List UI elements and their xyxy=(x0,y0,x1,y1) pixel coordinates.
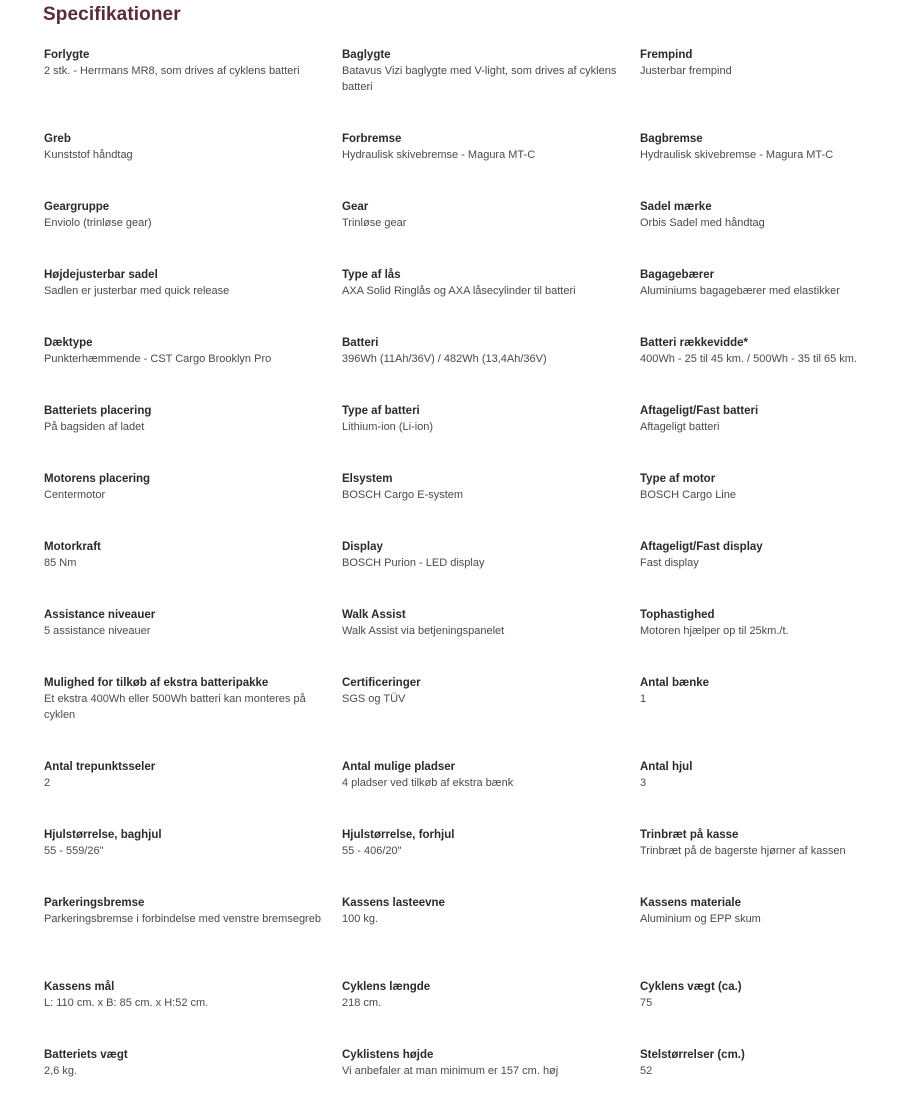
spec-label: Motorkraft xyxy=(44,541,101,553)
spec-label: Walk Assist xyxy=(342,609,406,621)
spec-value: Trinløse gear xyxy=(342,217,407,229)
spec-label: Baglygte xyxy=(342,49,391,61)
spec-item xyxy=(342,675,640,759)
spec-item xyxy=(44,979,342,1047)
spec-label: Parkeringsbremse xyxy=(44,897,145,909)
spec-value: Motoren hjælper op til 25km./t. xyxy=(640,625,789,637)
spec-label: Kassens lasteevne xyxy=(342,897,445,909)
spec-item xyxy=(342,335,640,403)
spec-value: Lithium-ion (Li-ion) xyxy=(342,421,434,433)
spec-label: Type af batteri xyxy=(342,405,420,417)
spec-item xyxy=(44,1047,342,1115)
spec-value: 52 xyxy=(640,1065,653,1077)
spec-grid xyxy=(44,47,914,1115)
spec-label: Cyklistens højde xyxy=(342,1049,434,1061)
spec-item xyxy=(342,607,640,675)
spec-value: 4 pladser ved tilkøb af ekstra bænk xyxy=(342,777,514,789)
spec-value: 100 kg. xyxy=(342,913,379,925)
spec-label: Assistance niveauer xyxy=(44,609,156,621)
spec-item xyxy=(640,607,914,675)
spec-value: 3 xyxy=(640,777,647,789)
spec-item xyxy=(44,335,342,403)
spec-item xyxy=(44,471,342,539)
spec-label: Sadel mærke xyxy=(640,201,712,213)
spec-label: Batteri xyxy=(342,337,379,349)
spec-value: AXA Solid Ringlås og AXA låsecylinder til batteri xyxy=(342,285,576,297)
section-title: Specifikationer xyxy=(43,4,181,25)
spec-value: Justerbar frempind xyxy=(640,65,732,77)
spec-item xyxy=(342,827,640,895)
spec-item xyxy=(640,131,914,199)
spec-item xyxy=(342,403,640,471)
spec-value: Parkeringsbremse i forbindelse med venstre bremsegreb xyxy=(44,913,321,925)
spec-item xyxy=(342,539,640,607)
spec-item xyxy=(640,759,914,827)
spec-item xyxy=(640,47,914,131)
spec-label: Motorens placering xyxy=(44,473,151,485)
spec-value: Aluminiums bagagebærer med elastikker xyxy=(640,285,840,297)
spec-value: 55 - 559/26" xyxy=(44,845,104,857)
spec-item xyxy=(44,827,342,895)
spec-value: Hydraulisk skivebremse - Magura MT-C xyxy=(640,149,834,161)
spec-item xyxy=(44,607,342,675)
spec-value: Aluminium og EPP skum xyxy=(640,913,761,925)
spec-item xyxy=(342,759,640,827)
spec-value: Hydraulisk skivebremse - Magura MT-C xyxy=(342,149,536,161)
spec-label: Frempind xyxy=(640,49,693,61)
spec-item xyxy=(342,199,640,267)
spec-value: Walk Assist via betjeningspanelet xyxy=(342,625,505,637)
spec-item xyxy=(640,267,914,335)
spec-label: Hjulstørrelse, baghjul xyxy=(44,829,162,841)
spec-value: 85 Nm xyxy=(44,557,77,569)
spec-item xyxy=(342,1047,640,1115)
spec-item xyxy=(640,539,914,607)
spec-label: Antal trepunktsseler xyxy=(44,761,156,773)
spec-item xyxy=(44,895,342,979)
spec-item xyxy=(342,267,640,335)
spec-label: Cyklens vægt (ca.) xyxy=(640,981,742,993)
spec-label: Antal mulige pladser xyxy=(342,761,456,773)
spec-value: 400Wh - 25 til 45 km. / 500Wh - 35 til 65 km. xyxy=(640,353,858,365)
spec-label: Type af lås xyxy=(342,269,401,281)
spec-label: Stelstørrelser (cm.) xyxy=(640,1049,745,1061)
spec-item xyxy=(44,199,342,267)
spec-label: Bagbremse xyxy=(640,133,703,145)
spec-value: Trinbræt på de bagerste hjørner af kassen xyxy=(640,845,846,857)
spec-item xyxy=(44,267,342,335)
spec-label: Aftageligt/Fast batteri xyxy=(640,405,759,417)
spec-value: Vi anbefaler at man minimum er 157 cm. høj xyxy=(342,1065,559,1077)
spec-item xyxy=(640,199,914,267)
spec-value: L: 110 cm. x B: 85 cm. x H:52 cm. xyxy=(44,997,209,1009)
spec-value: 75 xyxy=(640,997,653,1009)
spec-label: Forbremse xyxy=(342,133,402,145)
spec-item xyxy=(44,539,342,607)
spec-value: Batavus Vizi baglygte med V-light, som drives af cyklens batteri xyxy=(342,65,617,93)
spec-label: Gear xyxy=(342,201,369,213)
spec-value: Aftageligt batteri xyxy=(640,421,720,433)
spec-label: Aftageligt/Fast display xyxy=(640,541,763,553)
spec-value: 2 xyxy=(44,777,51,789)
spec-label: Type af motor xyxy=(640,473,716,485)
spec-item xyxy=(640,403,914,471)
spec-value: 396Wh (11Ah/36V) / 482Wh (13,4Ah/36V) xyxy=(342,353,547,365)
spec-item xyxy=(640,471,914,539)
spec-label: Mulighed for tilkøb af ekstra batteripakke xyxy=(44,677,269,689)
spec-label: Greb xyxy=(44,133,71,145)
spec-item xyxy=(44,131,342,199)
spec-value: BOSCH Cargo E-system xyxy=(342,489,464,501)
spec-item xyxy=(342,131,640,199)
spec-label: Antal hjul xyxy=(640,761,693,773)
spec-label: Bagagebærer xyxy=(640,269,715,281)
spec-value: Orbis Sadel med håndtag xyxy=(640,217,765,229)
spec-value: Sadlen er justerbar med quick release xyxy=(44,285,230,297)
spec-label: Dæktype xyxy=(44,337,93,349)
spec-value: Punkterhæmmende - CST Cargo Brooklyn Pro xyxy=(44,353,272,365)
spec-label: Batteriets placering xyxy=(44,405,152,417)
spec-item xyxy=(342,471,640,539)
spec-label: Display xyxy=(342,541,383,553)
spec-label: Elsystem xyxy=(342,473,393,485)
spec-value: SGS og TÜV xyxy=(342,693,406,705)
spec-value: 218 cm. xyxy=(342,997,382,1009)
spec-label: Batteriets vægt xyxy=(44,1049,128,1061)
spec-item xyxy=(640,979,914,1047)
spec-value: Enviolo (trinløse gear) xyxy=(44,217,152,229)
spec-value: På bagsiden af ladet xyxy=(44,421,145,433)
spec-label: Forlygte xyxy=(44,49,90,61)
spec-item xyxy=(342,979,640,1047)
spec-label: Batteri rækkevidde* xyxy=(640,337,749,349)
spec-item xyxy=(640,1047,914,1115)
spec-label: Kassens materiale xyxy=(640,897,742,909)
spec-item xyxy=(44,759,342,827)
spec-value: 2 stk. - Herrmans MR8, som drives af cyklens batteri xyxy=(44,65,300,77)
spec-item xyxy=(640,895,914,979)
spec-value: BOSCH Purion - LED display xyxy=(342,557,485,569)
spec-value: 55 - 406/20" xyxy=(342,845,402,857)
spec-label: Højdejusterbar sadel xyxy=(44,269,158,281)
spec-item xyxy=(44,403,342,471)
spec-value: Centermotor xyxy=(44,489,106,501)
spec-value: 5 assistance niveauer xyxy=(44,625,151,637)
spec-item xyxy=(640,675,914,759)
spec-value: Et ekstra 400Wh eller 500Wh batteri kan monteres på cyklen xyxy=(44,693,306,721)
spec-label: Tophastighed xyxy=(640,609,715,621)
spec-label: Certificeringer xyxy=(342,677,421,689)
spec-label: Cyklens længde xyxy=(342,981,431,993)
spec-label: Hjulstørrelse, forhjul xyxy=(342,829,455,841)
spec-item xyxy=(44,47,342,131)
spec-item xyxy=(640,335,914,403)
spec-label: Kassens mål xyxy=(44,981,115,993)
spec-label: Trinbræt på kasse xyxy=(640,829,739,841)
spec-label: Antal bænke xyxy=(640,677,710,689)
spec-item xyxy=(640,827,914,895)
spec-value: Kunststof håndtag xyxy=(44,149,133,161)
spec-value: 1 xyxy=(640,693,647,705)
spec-item xyxy=(44,675,342,759)
spec-item xyxy=(342,47,640,131)
spec-item xyxy=(342,895,640,979)
spec-value: Fast display xyxy=(640,557,699,569)
spec-value: 2,6 kg. xyxy=(44,1065,78,1077)
spec-label: Geargruppe xyxy=(44,201,110,213)
spec-value: BOSCH Cargo Line xyxy=(640,489,736,501)
